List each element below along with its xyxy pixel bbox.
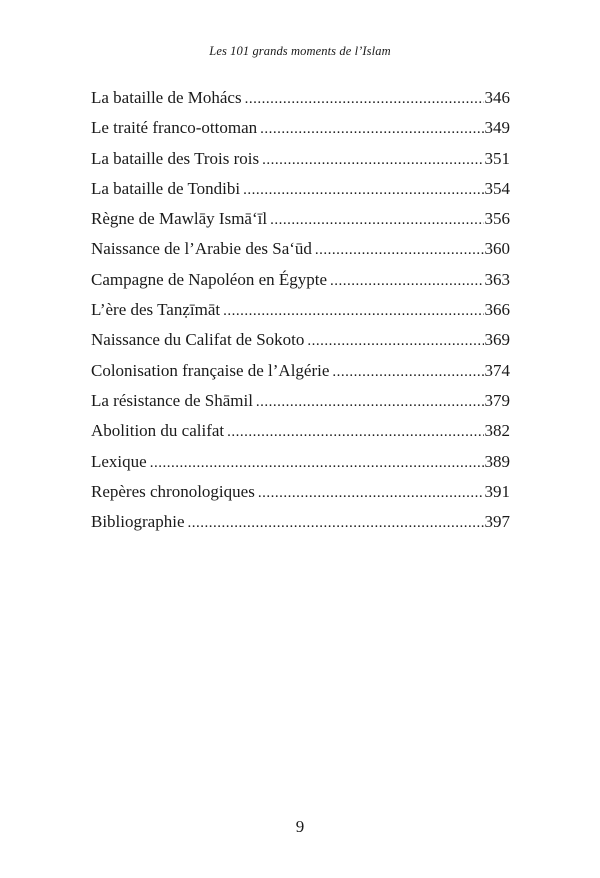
toc-entry [91, 452, 510, 482]
toc-entry-title: Campagne de Napoléon en Égypte [91, 269, 328, 289]
toc-entry-title: Abolition du califat [91, 421, 225, 441]
dot-leader [187, 515, 483, 532]
page-number: 9 [295, 817, 305, 836]
toc-entry [91, 179, 510, 209]
toc-entry-title: La bataille de Mohács [91, 88, 242, 107]
toc-entry-page: 346 [484, 88, 510, 107]
toc-entry-page: 391 [484, 481, 510, 501]
toc-entry-page: 389 [484, 451, 510, 471]
toc-entry [91, 300, 510, 330]
toc-entry [91, 270, 510, 300]
dot-leader [245, 91, 484, 108]
dot-leader [315, 242, 484, 259]
toc-entry-title: Bibliographie [91, 512, 185, 532]
toc-entry [91, 149, 510, 179]
dot-leader [227, 424, 483, 441]
toc-entry-page: 363 [484, 269, 510, 289]
toc-entry-title: Naissance du Califat de Sokoto [91, 330, 305, 350]
toc-entry-page: 356 [484, 209, 510, 229]
toc-entry-page: 360 [484, 239, 510, 259]
dot-leader [270, 212, 483, 229]
toc-entry [91, 482, 510, 512]
dot-leader [330, 273, 483, 290]
toc-entry-title: Naissance de l’Arabie des Sa‘ūd [91, 239, 312, 259]
toc-entry-page: 351 [484, 148, 510, 168]
toc-entry-title: La résistance de Shāmil [91, 390, 253, 410]
dot-leader [258, 485, 484, 502]
toc-entry-title: La bataille de Tondibi [91, 178, 241, 198]
toc-entry-title: Lexique [91, 451, 147, 471]
toc-entry [91, 239, 510, 269]
toc-entry-page: 397 [484, 512, 510, 532]
dot-leader [307, 333, 483, 350]
toc-entry-page: 349 [484, 118, 510, 138]
dot-leader [260, 121, 483, 138]
toc-entry-page: 382 [484, 421, 510, 441]
dot-leader [332, 364, 483, 381]
table-of-contents [91, 88, 510, 542]
dot-leader [150, 455, 484, 472]
dot-leader [223, 303, 483, 320]
toc-entry-title: Le traité franco-ottoman [91, 118, 258, 138]
toc-entry-page: 379 [484, 390, 510, 410]
toc-entry-title: Colonisation française de l’Algérie [91, 360, 330, 380]
dot-leader [243, 182, 483, 199]
toc-entry [91, 330, 510, 360]
toc-entry [91, 421, 510, 451]
toc-entry-page: 354 [484, 178, 510, 198]
toc-entry [91, 361, 510, 391]
toc-entry-page: 369 [484, 330, 510, 350]
toc-entry-page: 366 [484, 300, 510, 320]
dot-leader [262, 152, 483, 169]
running-header: Les 101 grands moments de l’Islam [209, 44, 391, 58]
toc-entry-title: L’ère des Tanẓīmāt [91, 300, 221, 320]
toc-entry [91, 391, 510, 421]
toc-entry-title: Règne de Mawlāy Ismā‘īl [91, 209, 268, 229]
toc-entry-title: Repères chronologiques [91, 481, 255, 501]
toc-entry [91, 209, 510, 239]
toc-entry-page: 374 [484, 360, 510, 380]
toc-entry [91, 118, 510, 148]
toc-entry [91, 88, 510, 118]
toc-entry [91, 512, 510, 542]
toc-entry-title: La bataille des Trois rois [91, 148, 260, 168]
dot-leader [256, 394, 484, 411]
